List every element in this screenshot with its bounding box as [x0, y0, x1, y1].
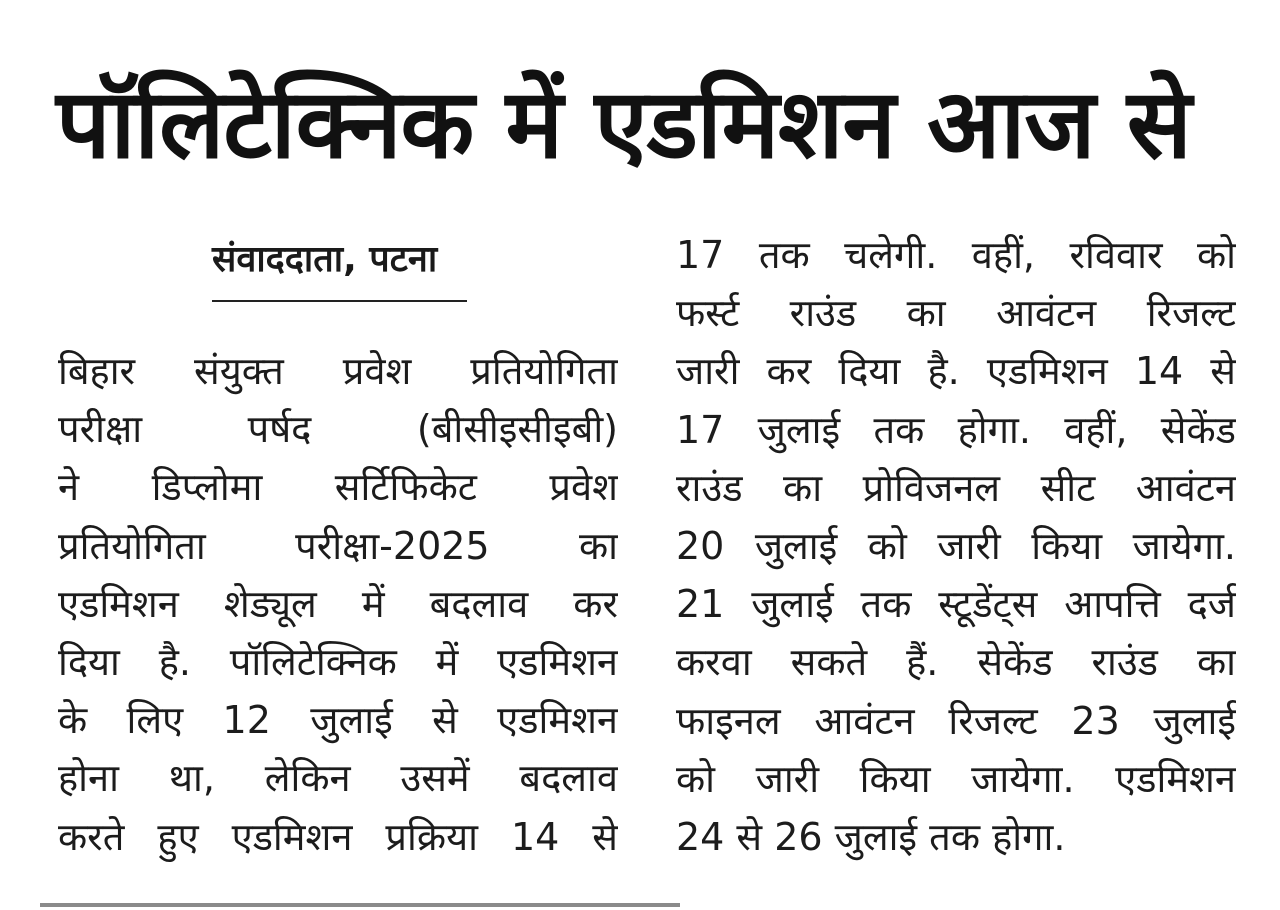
- article-line: परीक्षा पर्षद (बीसीइसीइबी): [58, 407, 618, 452]
- headline: पॉलिटेक्निक में एडमिशन आज से: [56, 68, 1191, 180]
- article-line: 17 जुलाई तक होगा. वहीं, सेकेंड: [676, 407, 1236, 452]
- article-line: बिहार संयुक्त प्रवेश प्रतियोगिता: [58, 349, 618, 393]
- article-line: के लिए 12 जुलाई से एडमिशन: [58, 698, 618, 743]
- article-column-right: [676, 226, 1236, 866]
- article-line: फाइनल आवंटन रिजल्ट 23 जुलाई: [676, 698, 1236, 743]
- article-column-left: [58, 342, 618, 866]
- byline: संवाददाता, पटना: [212, 239, 438, 280]
- article-line: को जारी किया जायेगा. एडमिशन: [676, 756, 1236, 801]
- article-line: 17 तक चलेगी. वहीं, रविवार को: [676, 233, 1236, 277]
- article-line: करवा सकते हैं. सेकेंड राउंड का: [676, 640, 1236, 685]
- byline-divider: [212, 300, 467, 302]
- article-line: फर्स्ट राउंड का आवंटन रिजल्ट: [676, 291, 1236, 336]
- article-line: दिया है. पॉलिटेक्निक में एडमिशन: [58, 639, 618, 684]
- article-line: राउंड का प्रोविजनल सीट आवंटन: [676, 465, 1236, 510]
- article-line: प्रतियोगिता परीक्षा-2025 का: [58, 523, 618, 568]
- article-line: जारी कर दिया है. एडमिशन 14 से: [676, 349, 1236, 394]
- page-edge-rule: [40, 903, 680, 907]
- article-line: ने डिप्लोमा सर्टिफिकेट प्रवेश: [58, 465, 618, 510]
- article-line: एडमिशन शेड्यूल में बदलाव कर: [58, 581, 618, 626]
- article-line: 20 जुलाई को जारी किया जायेगा.: [676, 523, 1236, 568]
- article-line: करते हुए एडमिशन प्रक्रिया 14 से: [58, 814, 618, 859]
- article-line: 21 जुलाई तक स्टूडेंट्स आपत्ति दर्ज: [676, 582, 1236, 627]
- article-line: होना था, लेकिन उसमें बदलाव: [58, 756, 618, 801]
- article-line: 24 से 26 जुलाई तक होगा.: [676, 814, 1066, 859]
